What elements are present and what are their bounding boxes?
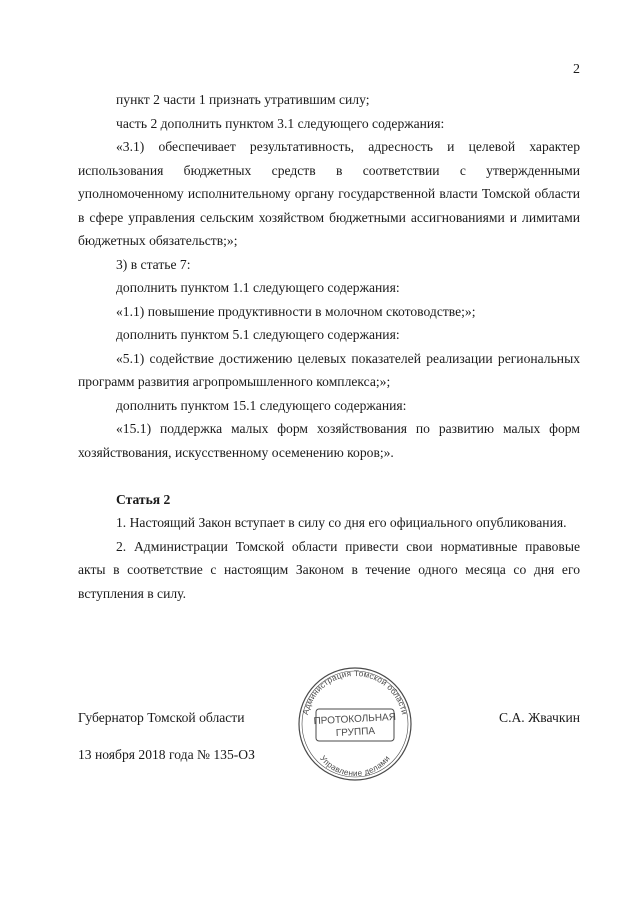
paragraph-5: дополнить пунктом 1.1 следующего содержания: (116, 280, 400, 295)
paragraph-10: «15.1) поддержка малых форм хозяйствования по развитию малых форм хозяйствования, искусственному осеменению коров;». (78, 421, 580, 460)
paragraph-2: часть 2 дополнить пунктом 3.1 следующего содержания: (116, 115, 445, 131)
stamp-center-line-1: ПРОТОКОЛЬНАЯ (313, 711, 397, 728)
governor-title: Губернатор Томской области (78, 710, 245, 725)
stamp-outer-text-path: Администрация Томской области (300, 668, 410, 716)
paragraph-6: «1.1) повышение продуктивности в молочном скотоводстве;»; (116, 303, 476, 319)
paragraph-4: 3) в статье 7: (116, 256, 191, 272)
paragraph-3: «3.1) обеспечивает результативность, адресность и целевой характер использования бюджетных средств в соответствии с утвержденными уполномоченному исполнительному органу государственной власти Томской области в сфере управления сельским хозяйством бюджетными ассигнованиями и лимитами бюджетных обязательств;»; (78, 139, 580, 248)
stamp-bottom-text-path: Управление делами (318, 753, 392, 779)
paragraph-1: пункт 2 части 1 признать утратившим силу; (116, 92, 370, 107)
governor-name: С.А. Жвачкин (499, 710, 580, 725)
stamp-center-line-2: ГРУППА (335, 725, 376, 740)
paragraph-9: дополнить пунктом 15.1 следующего содержания: (116, 397, 407, 413)
stamp-bottom-text (318, 754, 392, 778)
amendments-text (78, 88, 580, 605)
protocol-group-stamp (297, 666, 413, 782)
paragraph-8: «5.1) содействие достижению целевых показателей реализации региональных программ развития агропромышленного комплекса;»; (78, 350, 580, 389)
article-2-title: Статья 2 (116, 491, 171, 507)
paragraph-7: дополнить пунктом 5.1 следующего содержания: (116, 327, 400, 342)
law-date-number: 13 ноября 2018 года № 135-ОЗ (78, 747, 255, 762)
article-2-item-1: 1. Настоящий Закон вступает в силу со дня его официального опубликования. (116, 515, 567, 530)
page-number: 2 (573, 62, 580, 77)
article-2-item-2: 2. Администрации Томской области привести свои нормативные правовые акты в соответствие с настоящим Законом в течение одного месяца со дня его вступления в силу. (78, 538, 580, 601)
